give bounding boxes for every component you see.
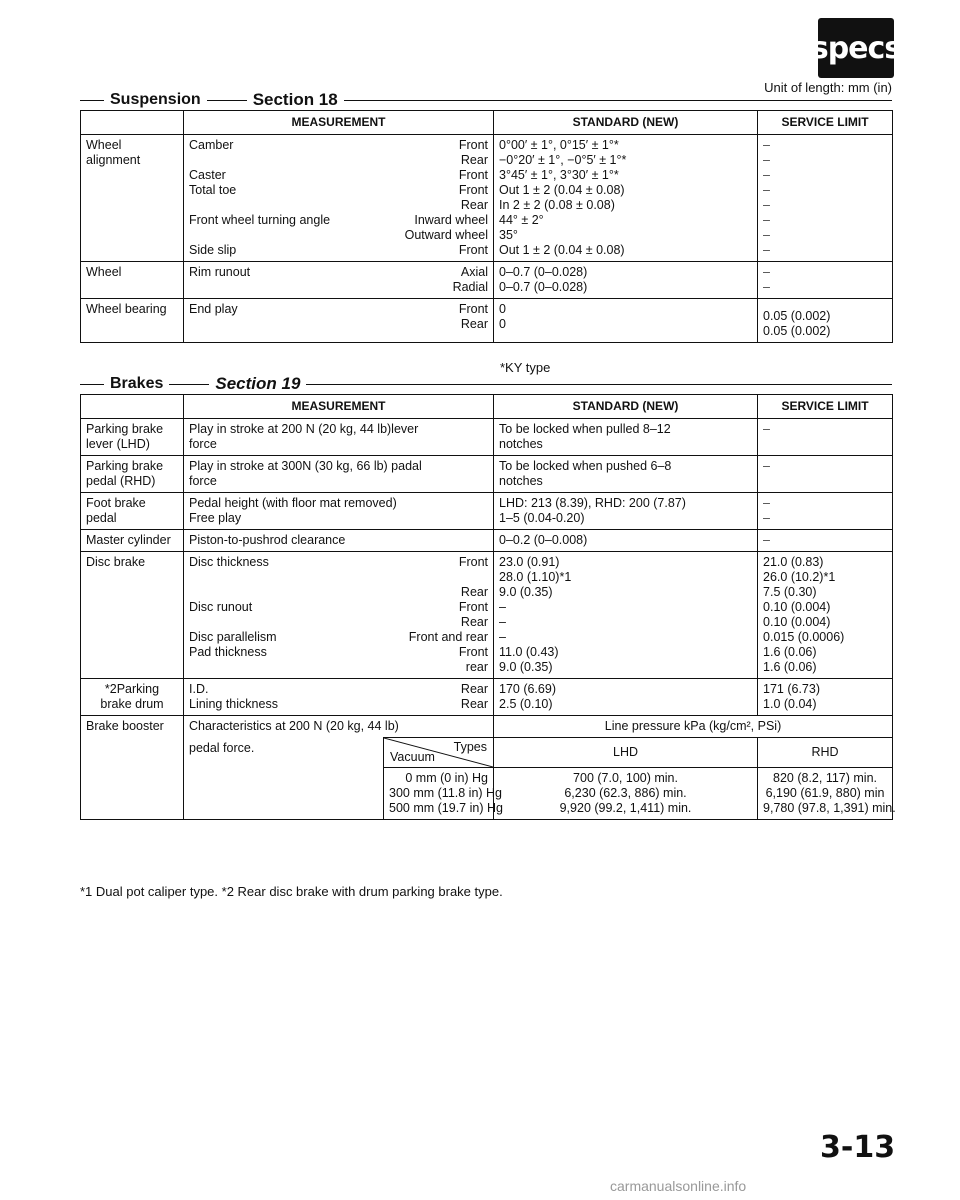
watermark: carmanualsonline.info — [610, 1178, 747, 1194]
measure-line: Outward wheel — [404, 228, 488, 242]
standard-cell: 0–0.2 (0–0.008) — [494, 530, 758, 552]
rhd-values: 820 (8.2, 117) min. 6,190 (61.9, 880) min 9,780 (97.8, 1,391) min. — [758, 768, 893, 820]
suspension-title: Suspension — [110, 91, 201, 108]
measure-line: Rear — [460, 198, 488, 212]
vacuum-values: 0 mm (0 in) Hg 300 mm (11.8 in) Hg 500 mm (19.7 in) Hg — [384, 768, 494, 820]
table-row — [81, 738, 893, 768]
component-cell — [81, 135, 184, 262]
line-pressure-header: Line pressure kPa (kg/cm², PSi) — [494, 716, 893, 738]
component-cell: *2Parking brake drum — [81, 679, 184, 716]
table-row — [81, 262, 893, 299]
suspension-heading — [80, 90, 892, 110]
measure-line: Caster Front — [189, 168, 488, 182]
measure-cell: Disc thickness Front Rear Disc runout Front Rear Disc parallelism Front and rear Pad thickness Front rear — [184, 552, 494, 679]
header-measurement: MEASUREMENT — [184, 111, 494, 135]
measure-cell: Rim runout Axial Radial — [184, 262, 494, 299]
heading-rule — [80, 100, 104, 101]
rhd-header: RHD — [758, 738, 893, 768]
measure-cell: pedal force. — [184, 738, 384, 768]
table-row — [81, 456, 893, 493]
brakes-heading — [80, 374, 892, 394]
limit-cell: – – — [758, 262, 893, 299]
heading-rule — [306, 384, 892, 385]
component-cell: Master cylinder — [81, 530, 184, 552]
component-cell: Brake booster — [81, 716, 184, 820]
component-text: Wheel — [86, 138, 122, 152]
measure-cell: End play Front Rear — [184, 299, 494, 343]
measure-line: Rear — [460, 153, 488, 167]
component-cell: Wheel — [81, 262, 184, 299]
limit-cell: 21.0 (0.83) 26.0 (10.2)*1 7.5 (0.30) 0.10 (0.004) 0.10 (0.004) 0.015 (0.0006) 1.6 (0.06) 1.6 (0.06) — [758, 552, 893, 679]
brakes-table — [80, 394, 896, 820]
measure-cell: Play in stroke at 300N (30 kg, 66 lb) padal force — [184, 456, 494, 493]
page-number: 3-13 — [820, 1130, 896, 1165]
header-blank — [81, 395, 184, 419]
table-row — [81, 299, 893, 343]
table-row — [81, 679, 893, 716]
brakes-title: Brakes — [110, 375, 164, 392]
ky-type-note: *KY type — [500, 360, 551, 375]
measure-cell: Piston-to-pushrod clearance — [184, 530, 494, 552]
types-label: Types — [453, 740, 488, 754]
component-cell: Wheel bearing — [81, 299, 184, 343]
measure-line: Front wheel turning angle Inward wheel — [189, 213, 488, 227]
standard-cell: 0–0.7 (0–0.028) 0–0.7 (0–0.028) — [494, 262, 758, 299]
standard-cell: 0°00′ ± 1°, 0°15′ ± 1°* −0°20′ ± 1°, −0°5′ ± 1°* 3°45′ ± 1°, 3°30′ ± 1°* Out 1 ± 2 (0.04 ± 0.08) In 2 ± 2 (0.08 ± 0.08) 44° ± 2° 35° Out 1 ± 2 (0.04 ± 0.08) — [494, 135, 758, 262]
table-row — [81, 493, 893, 530]
header-standard: STANDARD (NEW) — [494, 111, 758, 135]
heading-rule — [207, 100, 247, 101]
standard-cell: LHD: 213 (8.39), RHD: 200 (7.87) 1–5 (0.04-0.20) — [494, 493, 758, 530]
limit-cell: 0.05 (0.002) 0.05 (0.002) — [758, 299, 893, 343]
component-cell: Foot brake pedal — [81, 493, 184, 530]
component-text: alignment — [86, 153, 141, 167]
limit-cell: – — [758, 456, 893, 493]
header-blank — [81, 111, 184, 135]
limit-cell: – – — [758, 493, 893, 530]
standard-cell: 170 (6.69) 2.5 (0.10) — [494, 679, 758, 716]
header-limit: SERVICE LIMIT — [758, 111, 893, 135]
table-row — [81, 716, 893, 738]
standard-cell: 23.0 (0.91) 28.0 (1.10)*1 9.0 (0.35) – – – 11.0 (0.43) 9.0 (0.35) — [494, 552, 758, 679]
heading-rule — [344, 100, 892, 101]
heading-rule — [169, 384, 209, 385]
suspension-table — [80, 110, 893, 343]
table-header-row — [81, 111, 893, 135]
measure-cell: I.D. Rear Lining thickness Rear — [184, 679, 494, 716]
measure-line: Camber Front — [189, 138, 488, 152]
measure-cell: Characteristics at 200 N (20 kg, 44 lb) — [184, 716, 494, 738]
vacuum-label: Vacuum — [390, 750, 435, 764]
table-row — [81, 419, 893, 456]
header-measurement: MEASUREMENT — [184, 395, 494, 419]
limit-cell: 171 (6.73) 1.0 (0.04) — [758, 679, 893, 716]
standard-cell: To be locked when pulled 8–12 notches — [494, 419, 758, 456]
table-row — [81, 135, 893, 262]
limit-cell: – — [758, 530, 893, 552]
measure-cell: Pedal height (with floor mat removed) Free play — [184, 493, 494, 530]
unit-note: Unit of length: mm (in) — [764, 80, 892, 95]
standard-cell: 0 0 — [494, 299, 758, 343]
measure-spacer — [184, 768, 384, 820]
component-cell: Parking brake lever (LHD) — [81, 419, 184, 456]
vacuum-types-cell — [384, 738, 494, 768]
footnote: *1 Dual pot caliper type. *2 Rear disc brake with drum parking brake type. — [80, 884, 503, 899]
component-cell: Parking brake pedal (RHD) — [81, 456, 184, 493]
header-limit: SERVICE LIMIT — [758, 395, 893, 419]
table-header-row — [81, 395, 893, 419]
header-standard: STANDARD (NEW) — [494, 395, 758, 419]
table-row — [81, 552, 893, 679]
measure-cell — [184, 135, 494, 262]
specs-badge: specs — [818, 18, 894, 78]
heading-rule — [80, 384, 104, 385]
measure-line: Side slip Front — [189, 243, 488, 257]
lhd-values: 700 (7.0, 100) min. 6,230 (62.3, 886) min. 9,920 (99.2, 1,411) min. — [494, 768, 758, 820]
component-cell: Disc brake — [81, 552, 184, 679]
table-row — [81, 530, 893, 552]
standard-cell: To be locked when pushed 6–8 notches — [494, 456, 758, 493]
lhd-header: LHD — [494, 738, 758, 768]
brakes-section: Section 19 — [215, 374, 301, 393]
limit-cell: – — [758, 419, 893, 456]
measure-line: Total toe Front — [189, 183, 488, 197]
limit-cell: – – – – – – – – — [758, 135, 893, 262]
measure-cell: Play in stroke at 200 N (20 kg, 44 lb)lever force — [184, 419, 494, 456]
table-row — [81, 768, 893, 820]
suspension-section: Section 18 — [252, 90, 338, 109]
